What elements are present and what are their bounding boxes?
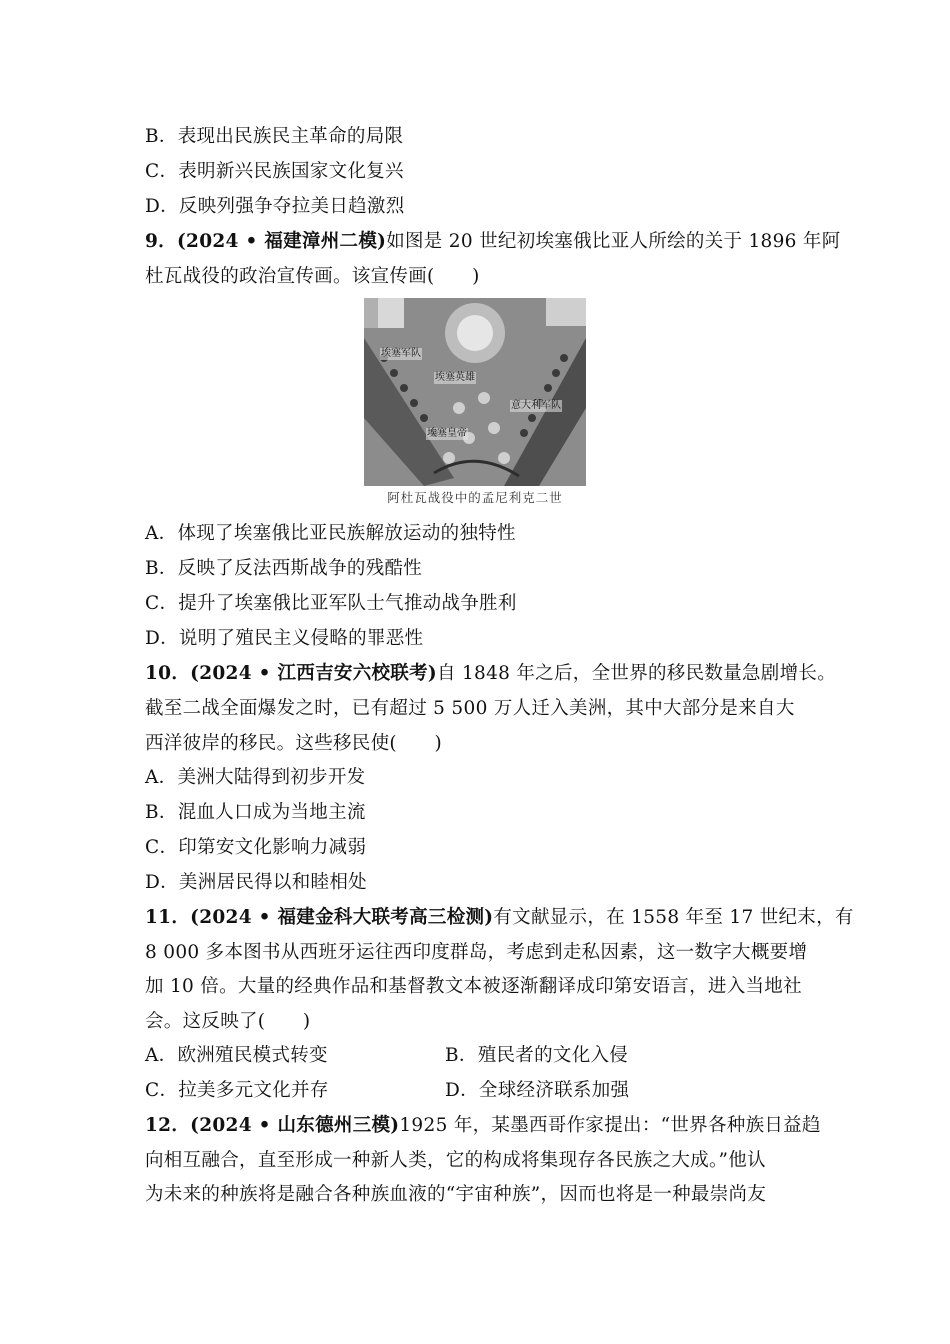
option-b-prev: B．表现出民族民主革命的局限 bbox=[145, 126, 404, 147]
question-10-line-1 bbox=[145, 661, 837, 687]
question-12-text-1: 1925 年，某墨西哥作家提出：“世界各种族日益趋 bbox=[399, 1115, 821, 1136]
adwa-painting-image bbox=[364, 298, 586, 486]
question-11-source: (2024 • 福建金科大联考高三检测) bbox=[190, 907, 494, 928]
question-11-line-3: 加 10 倍。大量的经典作品和基督教文本被逐渐翻译成印第安语言，进入当地社 bbox=[145, 976, 802, 997]
question-9-line-2: 杜瓦战役的政治宣传画。该宣传画( ) bbox=[145, 266, 480, 287]
question-10-option-c: C．印第安文化影响力减弱 bbox=[145, 837, 367, 858]
option-c-prev: C．表明新兴民族国家文化复兴 bbox=[145, 161, 404, 182]
question-11-option-d: D．全球经济联系加强 bbox=[445, 1080, 630, 1101]
question-10-option-b: B．混血人口成为当地主流 bbox=[145, 802, 366, 823]
question-11-option-a: A．欧洲殖民模式转变 bbox=[145, 1045, 328, 1066]
question-9-option-a: A．体现了埃塞俄比亚民族解放运动的独特性 bbox=[145, 523, 516, 544]
question-9-line-1 bbox=[145, 229, 841, 255]
question-12-number: 12． bbox=[145, 1115, 191, 1136]
question-10-line-3: 西洋彼岸的移民。这些移民使( ) bbox=[145, 733, 443, 754]
label-ethiopian-emperor: 埃塞皇帝 bbox=[427, 428, 467, 439]
question-12-line-3: 为未来的种族将是融合各种族血液的“宇宙种族”，因而也将是一种最崇尚友 bbox=[145, 1184, 767, 1205]
question-11-text-1: 有文献显示，在 1558 年至 17 世纪末，有 bbox=[493, 907, 854, 928]
question-10-text-1: 自 1848 年之后，全世界的移民数量急剧增长。 bbox=[436, 663, 837, 684]
question-11-options-row-2 bbox=[145, 1078, 815, 1104]
question-10-source: (2024 • 江西吉安六校联考) bbox=[190, 663, 437, 684]
figure-caption: 阿杜瓦战役中的孟尼利克二世 bbox=[387, 490, 563, 505]
question-10-number: 10． bbox=[145, 663, 191, 684]
question-9-text-1: 如图是 20 世纪初埃塞俄比亚人所绘的关于 1896 年阿 bbox=[386, 231, 841, 252]
question-11-line-1 bbox=[145, 905, 854, 931]
label-ethiopian-heroes: 埃塞英雄 bbox=[435, 372, 475, 383]
question-9-number: 9． bbox=[145, 231, 177, 252]
question-9-option-c: C．提升了埃塞俄比亚军队士气推动战争胜利 bbox=[145, 593, 517, 614]
question-12-line-2: 向相互融合，直至形成一种新人类，它的构成将集现存各民族之大成。”他认 bbox=[145, 1150, 766, 1171]
painting-illustration bbox=[364, 298, 586, 486]
label-ethiopian-army: 埃塞军队 bbox=[381, 348, 421, 359]
question-9-source: (2024 • 福建漳州二模) bbox=[176, 231, 387, 252]
option-d-prev: D．反映列强争夺拉美日趋激烈 bbox=[145, 196, 405, 217]
question-10-option-a: A．美洲大陆得到初步开发 bbox=[145, 767, 366, 788]
question-10-line-2: 截至二战全面爆发之时，已有超过 5 500 万人迁入美洲，其中大部分是来自大 bbox=[145, 698, 795, 719]
question-11-option-c: C．拉美多元文化并存 bbox=[145, 1080, 329, 1101]
label-italian-army: 意大利军队 bbox=[511, 400, 561, 411]
question-10-option-d: D．美洲居民得以和睦相处 bbox=[145, 872, 367, 893]
question-11-number: 11． bbox=[145, 907, 191, 928]
question-12-source: (2024 • 山东德州三模) bbox=[190, 1115, 400, 1136]
question-11-options-row-1 bbox=[145, 1043, 815, 1069]
question-11-line-2: 8 000 多本图书从西班牙运往西印度群岛，考虑到走私因素，这一数字大概要增 bbox=[145, 942, 808, 963]
question-11-line-4: 会。这反映了( ) bbox=[145, 1011, 311, 1032]
question-11-option-b: B．殖民者的文化入侵 bbox=[445, 1045, 629, 1066]
question-12-line-1 bbox=[145, 1113, 821, 1139]
question-9-option-d: D．说明了殖民主义侵略的罪恶性 bbox=[145, 628, 424, 649]
question-9-option-b: B．反映了反法西斯战争的残酷性 bbox=[145, 558, 423, 579]
